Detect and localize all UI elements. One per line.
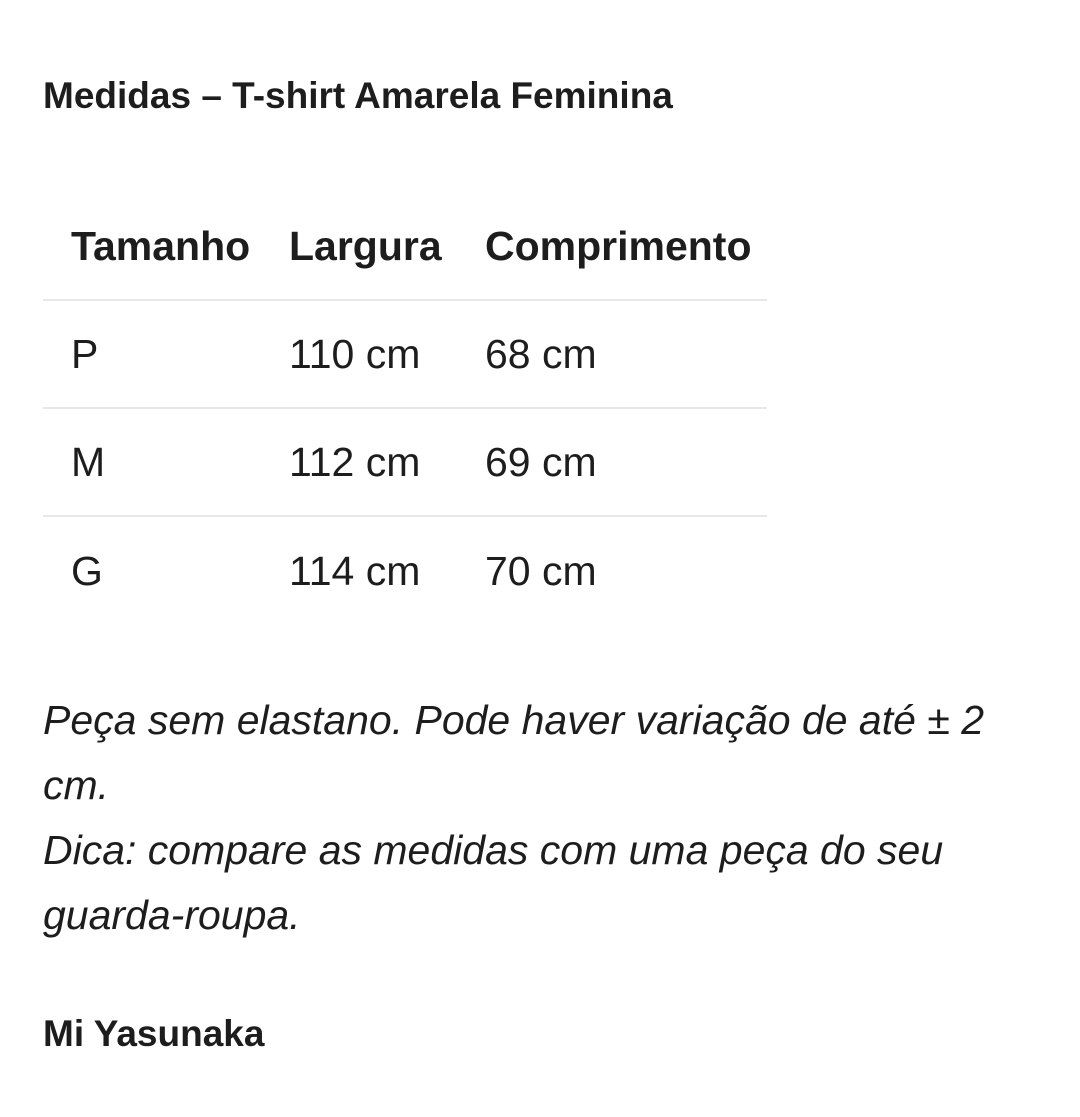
column-header-comprimento: Comprimento <box>485 222 752 269</box>
table-row-size-m <box>43 409 767 517</box>
size-table <box>43 193 767 625</box>
column-header-largura: Largura <box>289 222 442 269</box>
table-row-size-p <box>43 301 767 409</box>
note-line: guarda-roupa. <box>43 892 301 938</box>
column-header-tamanho: Tamanho <box>71 222 251 269</box>
note-line: Dica: compare as medidas com uma peça do seu <box>43 827 944 873</box>
brand-name: Mi Yasunaka <box>43 1013 265 1054</box>
cell-largura: 114 cm <box>289 547 421 594</box>
cell-largura: 110 cm <box>289 330 421 377</box>
size-table-header-row <box>43 193 767 301</box>
note-line: cm. <box>43 762 110 808</box>
cell-largura: 112 cm <box>289 438 421 485</box>
measurement-note <box>43 688 1038 948</box>
cell-size: G <box>71 547 103 594</box>
cell-comprimento: 70 cm <box>485 547 597 594</box>
cell-comprimento: 69 cm <box>485 438 597 485</box>
table-row-size-g <box>43 517 767 625</box>
cell-comprimento: 68 cm <box>485 330 597 377</box>
cell-size: M <box>71 438 106 485</box>
page-title: Medidas – T-shirt Amarela Feminina <box>43 75 673 116</box>
note-line: Peça sem elastano. Pode haver variação de até ± 2 <box>43 697 985 743</box>
cell-size: P <box>71 330 99 377</box>
